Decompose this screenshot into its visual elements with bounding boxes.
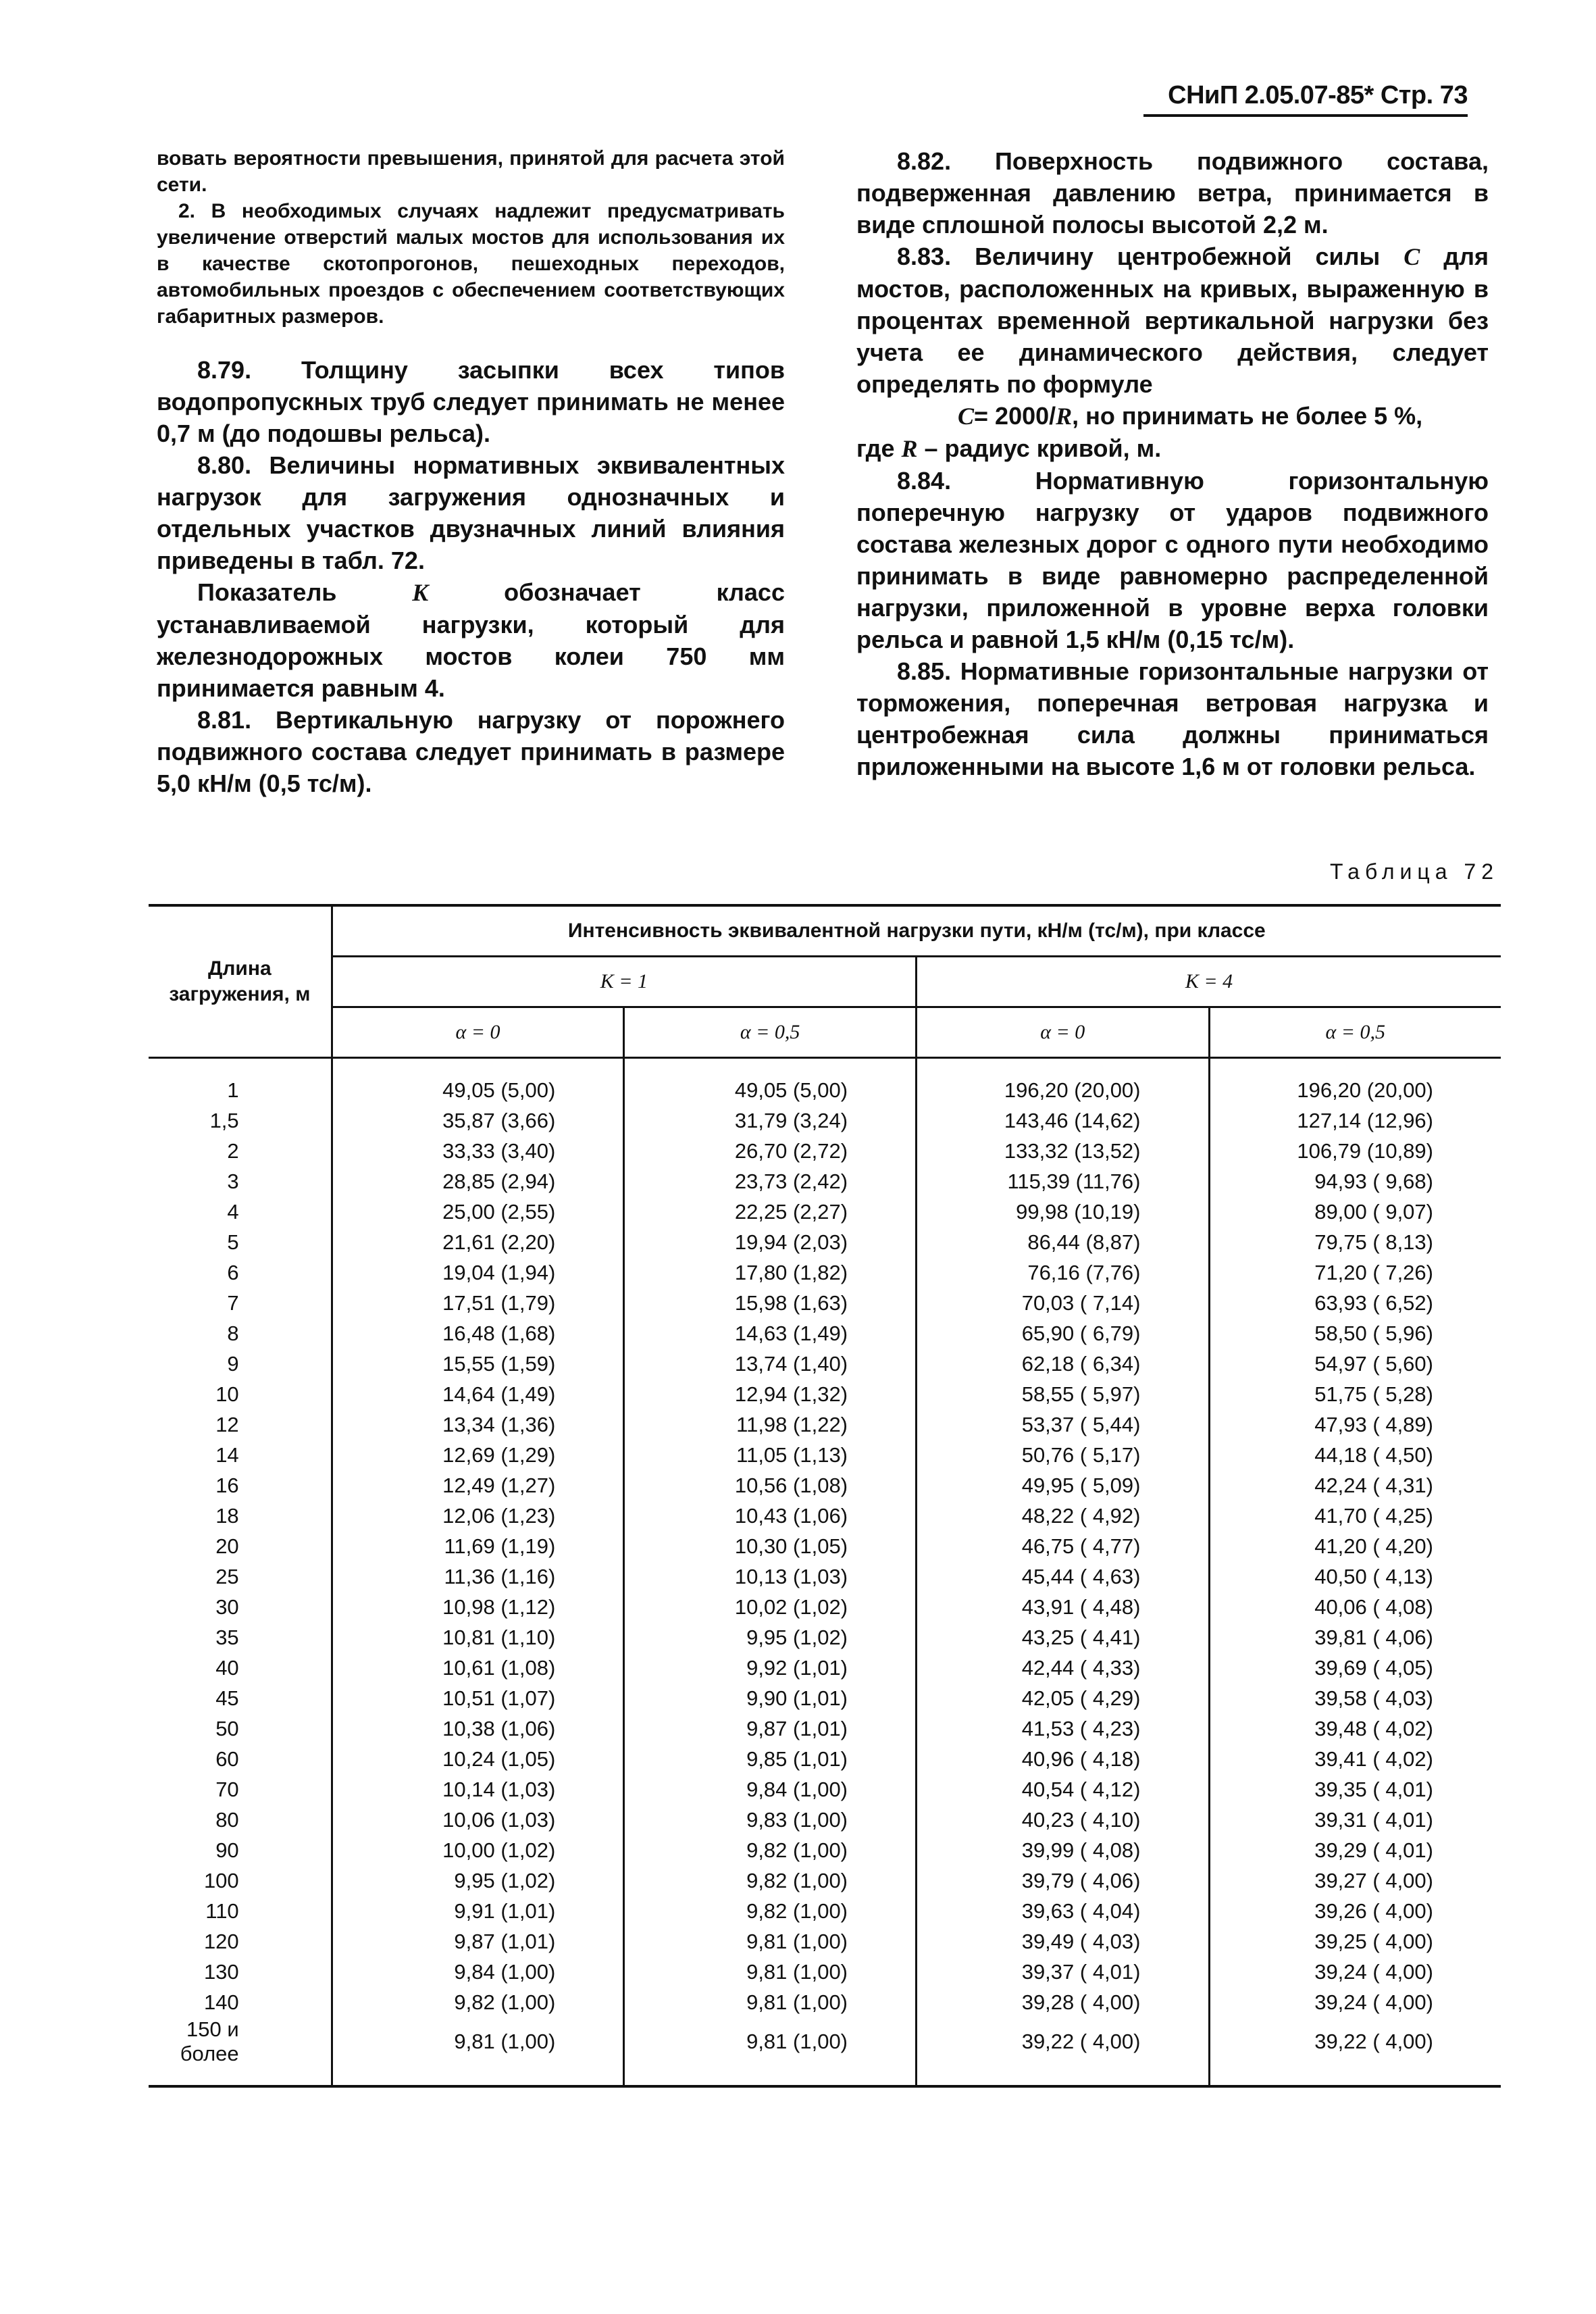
cell-value: 9,81 (1,00) — [624, 1926, 917, 1957]
table-row — [149, 1744, 1501, 1774]
header-k1-a05: α = 0,5 — [624, 1007, 917, 1058]
cell-value: 10,98 (1,12) — [332, 1592, 624, 1622]
cell-value: 39,26 ( 4,00) — [1209, 1896, 1501, 1926]
cell-length: 8 — [227, 1321, 239, 1345]
table-row — [149, 1653, 1501, 1683]
clause-text: Поверхность подвижного состава, подверженная давлению ветра, принимается в виде сплошной полосы высотой 2,2 м. — [856, 147, 1489, 238]
cell-value: 41,20 ( 4,20) — [1209, 1531, 1501, 1561]
cell-value: 28,85 (2,94) — [332, 1166, 624, 1197]
cell-length: 16 — [215, 1473, 239, 1497]
cell-value: 39,49 ( 4,03) — [917, 1926, 1209, 1957]
cell-value: 40,23 ( 4,10) — [917, 1805, 1209, 1835]
formula — [856, 400, 1489, 432]
cell-length: 140 — [203, 1990, 239, 2014]
where-text: – радиус кривой, м. — [924, 434, 1162, 462]
cell-value: 12,94 (1,32) — [624, 1379, 917, 1409]
clause-text: обозначает класс устанавливаемой нагрузки, который для железнодорожных мостов колеи 750 мм принимается равным 4. — [157, 578, 785, 702]
table-row — [149, 1896, 1501, 1926]
clause-text: Величины нормативных эквивалентных нагрузок для загружения однозначных и отдельных участков двузначных линий влияния приведены в табл. 72. — [157, 451, 785, 574]
cell-value: 47,93 ( 4,89) — [1209, 1409, 1501, 1440]
cell-value: 71,20 ( 7,26) — [1209, 1257, 1501, 1288]
table-row — [149, 1835, 1501, 1865]
formula-rest: , но принимать не более 5 %, — [1072, 402, 1423, 430]
cell-value: 11,36 (1,16) — [332, 1561, 624, 1592]
cell-value: 11,69 (1,19) — [332, 1531, 624, 1561]
table-row — [149, 1166, 1501, 1197]
cell-length: 150 и более — [149, 2017, 332, 2086]
cell-value: 9,84 (1,00) — [624, 1774, 917, 1805]
cell-length: 80 — [215, 1807, 239, 1832]
cell-value: 9,82 (1,00) — [624, 1835, 917, 1865]
table-row — [149, 1227, 1501, 1257]
cell-value: 33,33 (3,40) — [332, 1136, 624, 1166]
cell-value: 25,00 (2,55) — [332, 1197, 624, 1227]
clause-text-pre: Показатель — [197, 578, 337, 606]
cell-length: 14 — [215, 1442, 239, 1467]
table-row — [149, 1197, 1501, 1227]
cell-value: 9,82 (1,00) — [624, 1896, 917, 1926]
cell-value: 10,30 (1,05) — [624, 1531, 917, 1561]
cell-value: 99,98 (10,19) — [917, 1197, 1209, 1227]
cell-value: 14,64 (1,49) — [332, 1379, 624, 1409]
cell-value: 39,24 ( 4,00) — [1209, 1987, 1501, 2017]
cell-value: 9,82 (1,00) — [332, 1987, 624, 2017]
cell-value: 10,81 (1,10) — [332, 1622, 624, 1653]
table-row — [149, 1805, 1501, 1835]
table-row — [149, 1774, 1501, 1805]
formula-lhs: C — [958, 403, 975, 430]
clause-number: 8.83. — [897, 243, 952, 270]
cell-length: 2 — [227, 1138, 239, 1163]
clause-text: Толщину засыпки всех типов водопропускных труб следует принимать не менее 0,7 м (до подошвы рельса). — [157, 356, 785, 447]
cell-value: 9,90 (1,01) — [624, 1683, 917, 1713]
table-row — [149, 1379, 1501, 1409]
cell-length: 3 — [227, 1169, 239, 1193]
cell-value: 51,75 ( 5,28) — [1209, 1379, 1501, 1409]
cell-value: 15,55 (1,59) — [332, 1349, 624, 1379]
cell-value: 14,63 (1,49) — [624, 1318, 917, 1349]
cell-value: 54,97 ( 5,60) — [1209, 1349, 1501, 1379]
cell-value: 39,37 ( 4,01) — [917, 1957, 1209, 1987]
cell-value: 39,22 ( 4,00) — [1209, 2017, 1501, 2086]
cell-length: 100 — [203, 1868, 239, 1892]
page-header: СНиП 2.05.07-85* Стр. 73 — [1143, 81, 1468, 117]
load-table — [149, 904, 1501, 2088]
cell-length: 40 — [215, 1655, 239, 1680]
clause-text: для мостов, расположенных на кривых, выраженную в процентах временной вертикальной нагрузки без учета ее динамического действия, следует определять по формуле — [856, 243, 1489, 398]
cell-value: 9,84 (1,00) — [332, 1957, 624, 1987]
cell-value: 10,24 (1,05) — [332, 1744, 624, 1774]
cell-value: 9,83 (1,00) — [624, 1805, 917, 1835]
header-k4-a0: α = 0 — [917, 1007, 1209, 1058]
right-column — [856, 145, 1489, 782]
table-row — [149, 1926, 1501, 1957]
table-row — [149, 1957, 1501, 1987]
cell-value: 12,69 (1,29) — [332, 1440, 624, 1470]
cell-value: 9,85 (1,01) — [624, 1744, 917, 1774]
cell-value: 9,87 (1,01) — [332, 1926, 624, 1957]
clause-8-85 — [856, 655, 1489, 782]
cell-length: 1 — [227, 1078, 239, 1102]
table-title: Таблица 72 — [1330, 859, 1499, 884]
cell-length: 50 — [215, 1716, 239, 1740]
cell-length: 1,5 — [209, 1108, 239, 1132]
cell-value: 10,56 (1,08) — [624, 1470, 917, 1501]
cell-value: 196,20 (20,00) — [917, 1058, 1209, 1106]
cell-value: 13,34 (1,36) — [332, 1409, 624, 1440]
cell-value: 13,74 (1,40) — [624, 1349, 917, 1379]
cell-value: 15,98 (1,63) — [624, 1288, 917, 1318]
cell-value: 115,39 (11,76) — [917, 1166, 1209, 1197]
cell-value: 39,48 ( 4,02) — [1209, 1713, 1501, 1744]
cell-value: 41,53 ( 4,23) — [917, 1713, 1209, 1744]
clause-number: 8.80. — [197, 451, 252, 479]
note-block — [157, 145, 785, 330]
cell-value: 79,75 ( 8,13) — [1209, 1227, 1501, 1257]
cell-value: 17,80 (1,82) — [624, 1257, 917, 1288]
cell-length: 4 — [227, 1199, 239, 1224]
cell-value: 9,81 (1,00) — [624, 2017, 917, 2086]
cell-value: 49,05 (5,00) — [624, 1058, 917, 1106]
cell-length: 5 — [227, 1230, 239, 1254]
cell-value: 63,93 ( 6,52) — [1209, 1288, 1501, 1318]
table-row — [149, 1501, 1501, 1531]
cell-value: 89,00 ( 9,07) — [1209, 1197, 1501, 1227]
cell-value: 10,13 (1,03) — [624, 1561, 917, 1592]
cell-value: 16,48 (1,68) — [332, 1318, 624, 1349]
where-var: R — [901, 435, 918, 462]
cell-value: 42,44 ( 4,33) — [917, 1653, 1209, 1683]
cell-length: 120 — [203, 1929, 239, 1953]
cell-value: 94,93 ( 9,68) — [1209, 1166, 1501, 1197]
cell-value: 9,81 (1,00) — [332, 2017, 624, 2086]
cell-length: 70 — [215, 1777, 239, 1801]
table-row — [149, 1440, 1501, 1470]
cell-value: 9,91 (1,01) — [332, 1896, 624, 1926]
table-row — [149, 1713, 1501, 1744]
cell-value: 53,37 ( 5,44) — [917, 1409, 1209, 1440]
cell-length: 130 — [203, 1959, 239, 1984]
cell-value: 127,14 (12,96) — [1209, 1105, 1501, 1136]
table-row — [149, 1683, 1501, 1713]
cell-value: 12,49 (1,27) — [332, 1470, 624, 1501]
cell-value: 17,51 (1,79) — [332, 1288, 624, 1318]
clause-number: 8.85. — [897, 657, 952, 685]
header-length: Длина загружения, м — [149, 905, 332, 1058]
cell-value: 42,05 ( 4,29) — [917, 1683, 1209, 1713]
cell-length: 18 — [215, 1503, 239, 1528]
clause-8-80 — [157, 449, 785, 576]
note-2: 2. В необходимых случаях надлежит предусматривать увеличение отверстий малых мостов для использования их в качестве скотопрогонов, пешеходных переходов, автомобильных проездов с обеспечением соответствующих габаритных размеров. — [157, 200, 785, 328]
cell-length: 9 — [227, 1351, 239, 1376]
table-row — [149, 1987, 1501, 2017]
cell-value: 39,99 ( 4,08) — [917, 1835, 1209, 1865]
cell-value: 41,70 ( 4,25) — [1209, 1501, 1501, 1531]
where-pre: где — [856, 434, 895, 462]
clause-number: 8.79. — [197, 356, 252, 384]
cell-length: 60 — [215, 1746, 239, 1771]
cell-value: 19,04 (1,94) — [332, 1257, 624, 1288]
variable-c: C — [1404, 243, 1420, 270]
cell-value: 39,31 ( 4,01) — [1209, 1805, 1501, 1835]
cell-length: 12 — [215, 1412, 239, 1436]
header-k4-a05: α = 0,5 — [1209, 1007, 1501, 1058]
cell-value: 39,22 ( 4,00) — [917, 2017, 1209, 2086]
clause-number: 8.84. — [897, 467, 952, 495]
cell-value: 39,41 ( 4,02) — [1209, 1744, 1501, 1774]
cell-value: 76,16 (7,76) — [917, 1257, 1209, 1288]
cell-value: 35,87 (3,66) — [332, 1105, 624, 1136]
cell-value: 9,95 (1,02) — [624, 1622, 917, 1653]
cell-value: 70,03 ( 7,14) — [917, 1288, 1209, 1318]
table-row — [149, 1470, 1501, 1501]
cell-value: 39,81 ( 4,06) — [1209, 1622, 1501, 1653]
table-row — [149, 1257, 1501, 1288]
clause-8-83 — [856, 241, 1489, 400]
clause-8-79 — [157, 354, 785, 449]
cell-value: 11,05 (1,13) — [624, 1440, 917, 1470]
cell-value: 49,05 (5,00) — [332, 1058, 624, 1106]
clause-text: Нормативную горизонтальную поперечную нагрузку от ударов подвижного состава железных дорог с одного пути необходимо принимать в виде равномерно распределенной нагрузки, приложенной в уровне верха головки рельса и равной 1,5 кН/м (0,15 тс/м). — [856, 467, 1489, 653]
cell-value: 44,18 ( 4,50) — [1209, 1440, 1501, 1470]
clause-text-pre: Величину центробежной силы — [975, 243, 1381, 270]
cell-value: 9,95 (1,02) — [332, 1865, 624, 1896]
variable-k: K — [412, 579, 429, 606]
cell-value: 39,24 ( 4,00) — [1209, 1957, 1501, 1987]
clause-number: 8.82. — [897, 147, 952, 175]
cell-value: 58,50 ( 5,96) — [1209, 1318, 1501, 1349]
cell-value: 49,95 ( 5,09) — [917, 1470, 1209, 1501]
cell-value: 86,44 (8,87) — [917, 1227, 1209, 1257]
cell-value: 10,06 (1,03) — [332, 1805, 624, 1835]
cell-length: 20 — [215, 1534, 239, 1558]
formula-var: R — [1056, 403, 1073, 430]
cell-value: 65,90 ( 6,79) — [917, 1318, 1209, 1349]
cell-value: 31,79 (3,24) — [624, 1105, 917, 1136]
cell-value: 39,58 ( 4,03) — [1209, 1683, 1501, 1713]
clause-number: 8.81. — [197, 706, 252, 734]
left-column — [157, 145, 785, 799]
header-k4: K = 4 — [917, 957, 1501, 1007]
cell-value: 10,38 (1,06) — [332, 1713, 624, 1744]
table-row — [149, 1592, 1501, 1622]
table-row — [149, 1865, 1501, 1896]
cell-value: 40,06 ( 4,08) — [1209, 1592, 1501, 1622]
cell-length: 90 — [215, 1838, 239, 1862]
cell-value: 50,76 ( 5,17) — [917, 1440, 1209, 1470]
cell-value: 39,28 ( 4,00) — [917, 1987, 1209, 2017]
cell-value: 58,55 ( 5,97) — [917, 1379, 1209, 1409]
cell-value: 143,46 (14,62) — [917, 1105, 1209, 1136]
cell-value: 22,25 (2,27) — [624, 1197, 917, 1227]
cell-value: 9,92 (1,01) — [624, 1653, 917, 1683]
cell-value: 39,25 ( 4,00) — [1209, 1926, 1501, 1957]
cell-value: 40,96 ( 4,18) — [917, 1744, 1209, 1774]
cell-value: 40,50 ( 4,13) — [1209, 1561, 1501, 1592]
cell-value: 10,00 (1,02) — [332, 1835, 624, 1865]
clause-text: Вертикальную нагрузку от порожнего подвижного состава следует принимать в размере 5,0 кН/м (0,5 тс/м). — [157, 706, 785, 797]
cell-value: 23,73 (2,42) — [624, 1166, 917, 1197]
cell-value: 12,06 (1,23) — [332, 1501, 624, 1531]
cell-value: 46,75 ( 4,77) — [917, 1531, 1209, 1561]
cell-value: 21,61 (2,20) — [332, 1227, 624, 1257]
cell-length: 110 — [205, 1898, 239, 1923]
cell-value: 45,44 ( 4,63) — [917, 1561, 1209, 1592]
formula-where — [856, 432, 1489, 465]
cell-value: 39,29 ( 4,01) — [1209, 1835, 1501, 1865]
cell-value: 39,79 ( 4,06) — [917, 1865, 1209, 1896]
cell-length: 6 — [227, 1260, 239, 1284]
table-row — [149, 1622, 1501, 1653]
cell-value: 10,51 (1,07) — [332, 1683, 624, 1713]
clause-8-84 — [856, 465, 1489, 655]
cell-value: 11,98 (1,22) — [624, 1409, 917, 1440]
cell-value: 196,20 (20,00) — [1209, 1058, 1501, 1106]
cell-value: 39,63 ( 4,04) — [917, 1896, 1209, 1926]
cell-value: 39,27 ( 4,00) — [1209, 1865, 1501, 1896]
cell-value: 39,69 ( 4,05) — [1209, 1653, 1501, 1683]
header-k1-a0: α = 0 — [332, 1007, 624, 1058]
cell-value: 42,24 ( 4,31) — [1209, 1470, 1501, 1501]
table-row — [149, 1136, 1501, 1166]
clause-8-82 — [856, 145, 1489, 241]
cell-length: 10 — [215, 1382, 239, 1406]
cell-value: 9,82 (1,00) — [624, 1865, 917, 1896]
cell-value: 10,14 (1,03) — [332, 1774, 624, 1805]
table-row — [149, 1105, 1501, 1136]
cell-value: 133,32 (13,52) — [917, 1136, 1209, 1166]
cell-length: 7 — [227, 1290, 239, 1315]
table-body — [149, 1058, 1501, 2087]
table-row — [149, 1318, 1501, 1349]
table-row — [149, 1288, 1501, 1318]
cell-value: 62,18 ( 6,34) — [917, 1349, 1209, 1379]
cell-value: 10,43 (1,06) — [624, 1501, 917, 1531]
cell-value: 106,79 (10,89) — [1209, 1136, 1501, 1166]
header-intensity: Интенсивность эквивалентной нагрузки пути, кН/м (тс/м), при классе — [332, 905, 1501, 957]
table-row — [149, 1058, 1501, 1106]
cell-value: 48,22 ( 4,92) — [917, 1501, 1209, 1531]
table-row — [149, 1561, 1501, 1592]
cell-length: 35 — [215, 1625, 239, 1649]
header-k1: K = 1 — [332, 957, 916, 1007]
cell-value: 9,81 (1,00) — [624, 1987, 917, 2017]
cell-value: 39,35 ( 4,01) — [1209, 1774, 1501, 1805]
cell-length: 25 — [215, 1564, 239, 1588]
cell-value: 10,02 (1,02) — [624, 1592, 917, 1622]
cell-value: 26,70 (2,72) — [624, 1136, 917, 1166]
cell-value: 9,87 (1,01) — [624, 1713, 917, 1744]
cell-value: 9,81 (1,00) — [624, 1957, 917, 1987]
cell-value: 40,54 ( 4,12) — [917, 1774, 1209, 1805]
clause-text: Нормативные горизонтальные нагрузки от торможения, поперечная ветровая нагрузка и центробежная сила должны приниматься приложенными на высоте 1,6 м от головки рельса. — [856, 657, 1489, 780]
table-row — [149, 1531, 1501, 1561]
table-row — [149, 2017, 1501, 2086]
cell-value: 19,94 (2,03) — [624, 1227, 917, 1257]
cell-value: 43,91 ( 4,48) — [917, 1592, 1209, 1622]
formula-mid: = 2000/ — [974, 402, 1056, 430]
note-continuation: вовать вероятности превышения, принятой для расчета этой сети. — [157, 147, 785, 196]
cell-length: 45 — [215, 1686, 239, 1710]
clause-8-80-k — [157, 576, 785, 704]
cell-value: 10,61 (1,08) — [332, 1653, 624, 1683]
clause-8-81 — [157, 704, 785, 799]
table-row — [149, 1349, 1501, 1379]
table-row — [149, 1409, 1501, 1440]
cell-length: 30 — [215, 1594, 239, 1619]
cell-value: 43,25 ( 4,41) — [917, 1622, 1209, 1653]
